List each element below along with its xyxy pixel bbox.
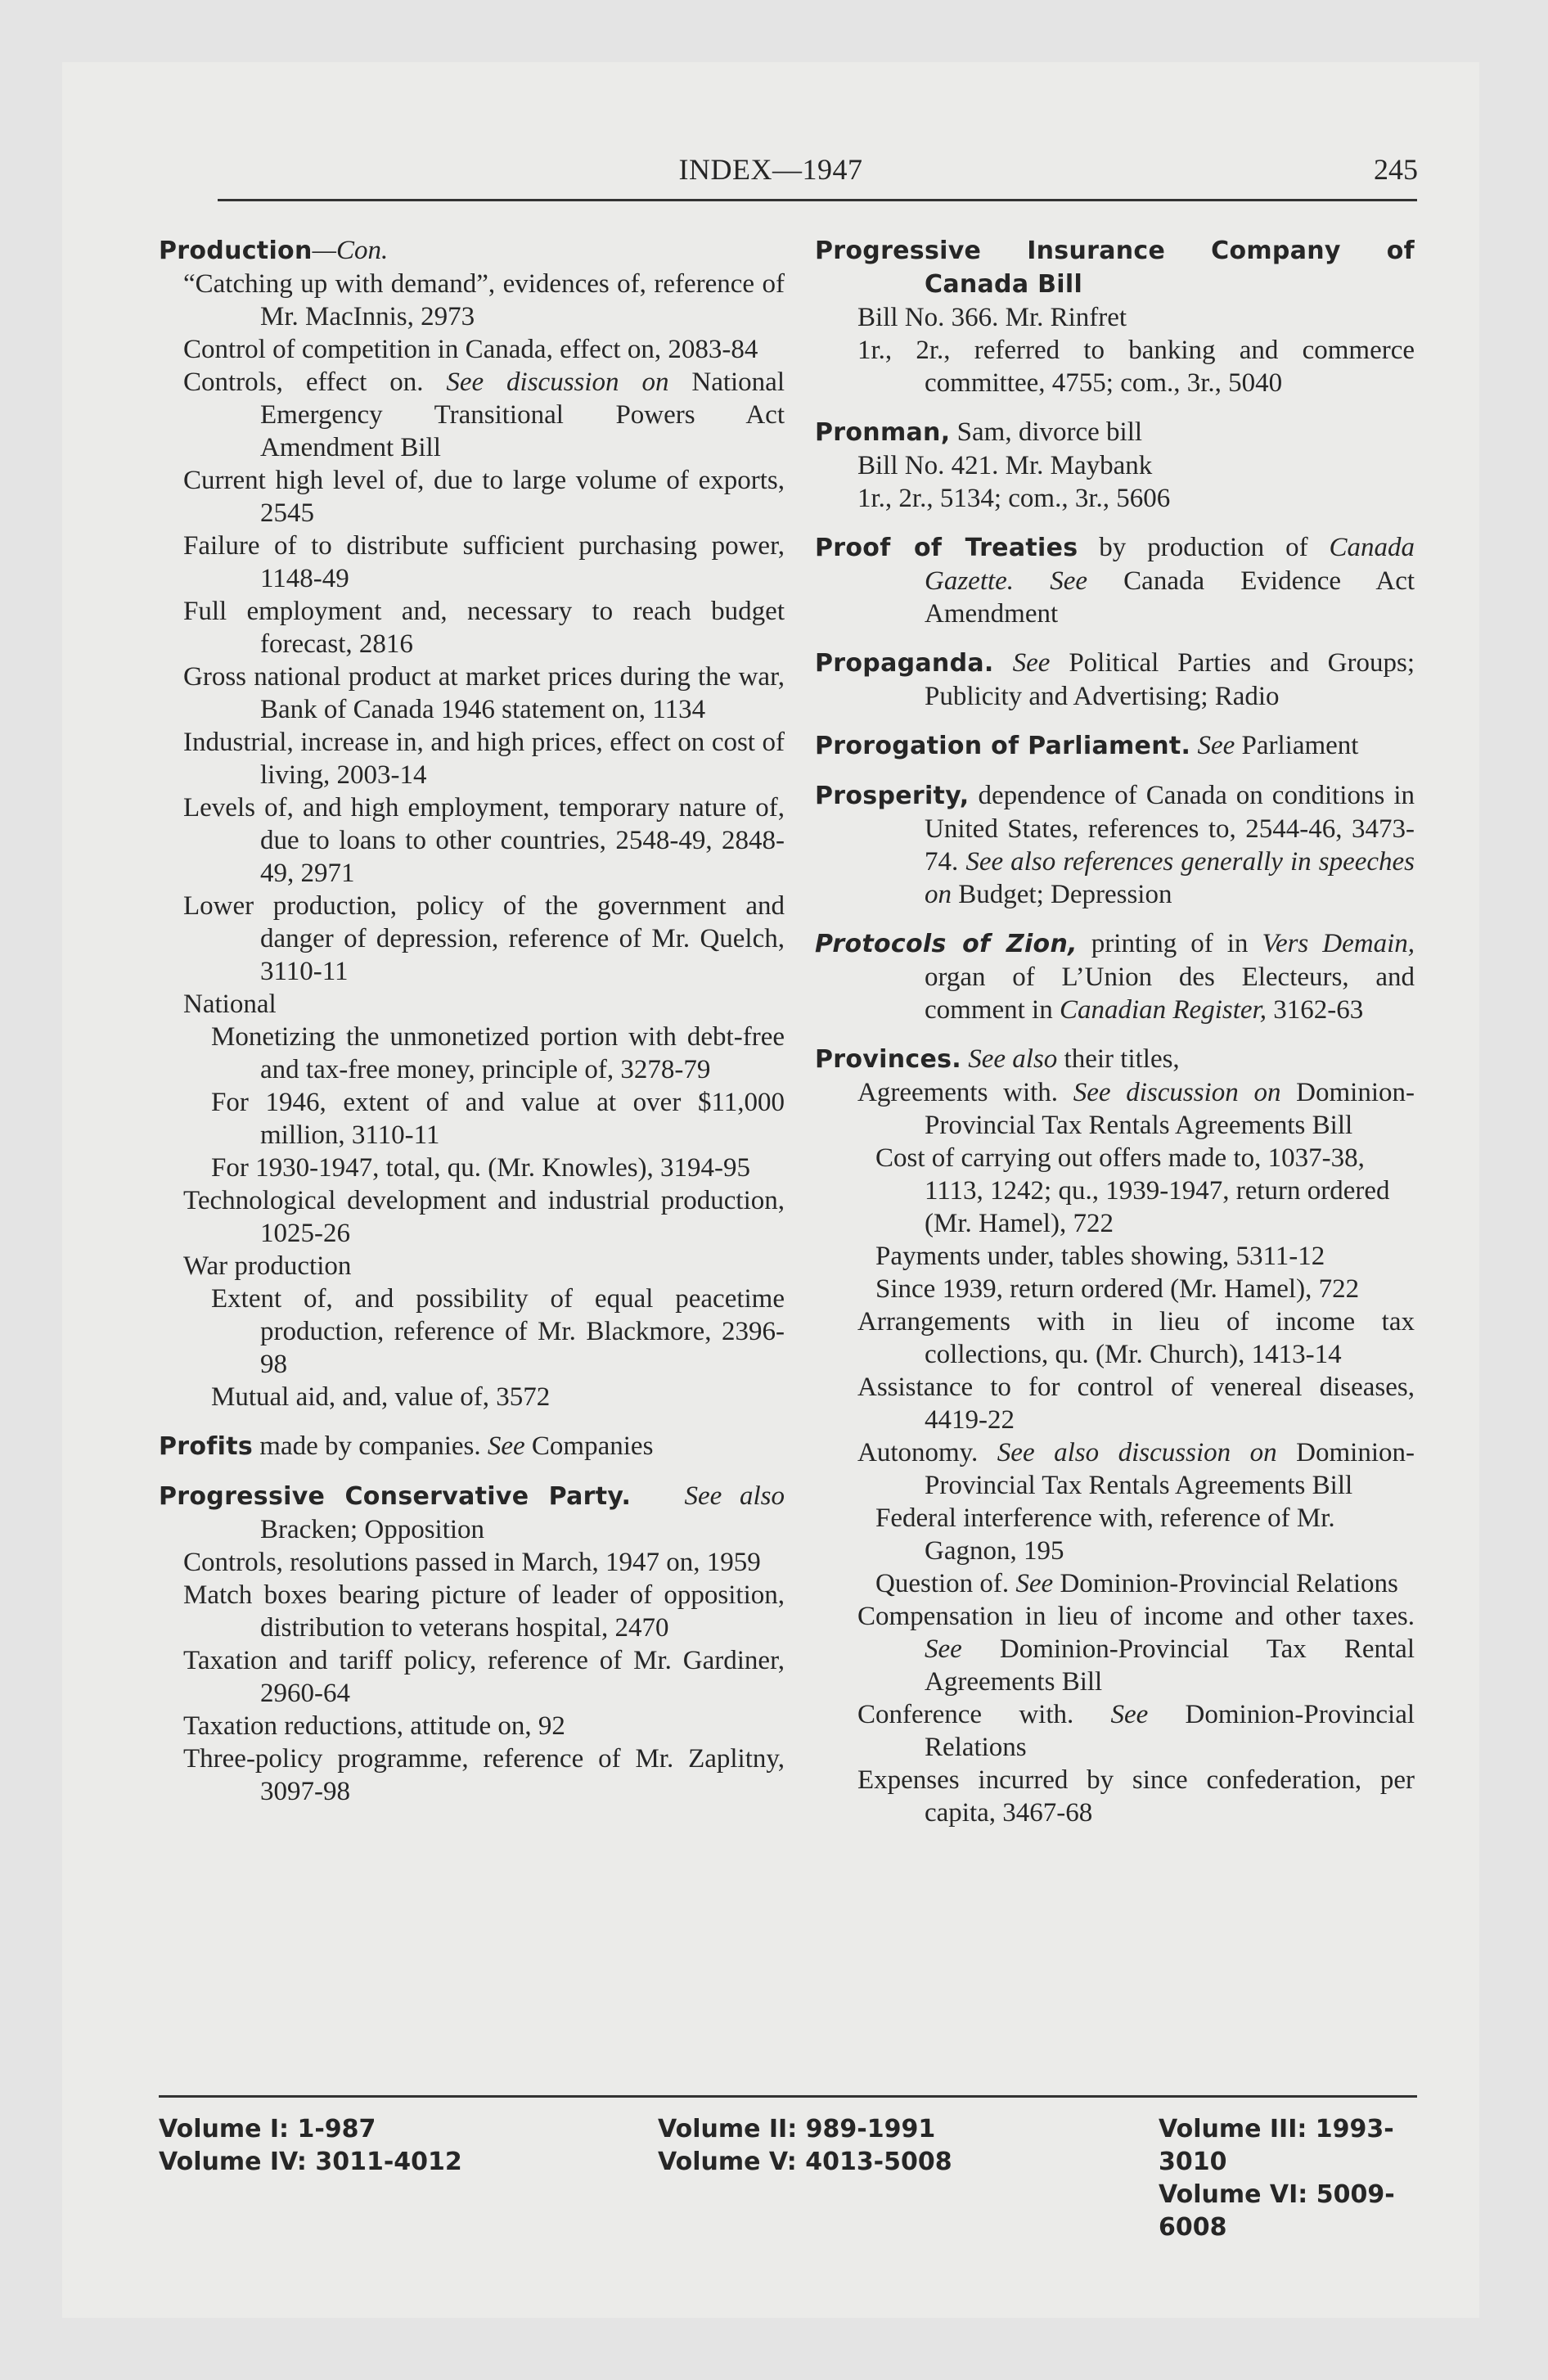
index-entry-progressive-conservative-party	[159, 1480, 785, 1808]
index-entry-propaganda	[815, 647, 1415, 713]
subentry-text: Question of.	[875, 1569, 1016, 1598]
see-reference: See	[1014, 566, 1088, 596]
index-entry-progressive-insurance	[815, 234, 1415, 301]
see-reference: See discussion on	[1073, 1078, 1281, 1107]
subentry: Three-policy programme, reference of Mr. Zaplitny, 3097-98	[183, 1744, 785, 1806]
entry-text: their titles,	[1057, 1044, 1180, 1074]
entry-heading: Prorogation of Parliament.	[815, 732, 1191, 760]
subentry-text: National Emergency Transitional Powers Act Amendment Bill	[260, 367, 785, 462]
subentry: Gross national product at market prices during the war, Bank of Canada 1946 statement on, 1134	[183, 662, 785, 724]
subentry: War production	[183, 1251, 352, 1281]
subentry-text: Compensation in lieu of income and other taxes.	[857, 1602, 1415, 1631]
entry-text: Companies	[524, 1431, 654, 1461]
index-entry-profits	[159, 1430, 785, 1463]
page-number: 245	[1374, 153, 1418, 186]
subentry: 1r., 2r., referred to banking and commerce committee, 4755; com., 3r., 5040	[857, 336, 1415, 398]
subentry: “Catching up with demand”, evidences of, reference of Mr. MacInnis, 2973	[183, 269, 785, 331]
subentry-text: Dominion-Provincial Tax Rentals Agreements Bill	[925, 1078, 1415, 1140]
subentry-text: Agreements with.	[857, 1078, 1073, 1107]
sub-subentry: Federal interference with, reference of Mr. Gagnon, 195	[875, 1503, 1335, 1566]
sub-subentry: Cost of carrying out offers made to, 1037-38, 1113, 1242; qu., 1939-1947, return ordered (Mr. Hamel), 722	[875, 1143, 1390, 1238]
sub-subentry: Mutual aid, and, value of, 3572	[211, 1382, 551, 1412]
volume-range: Volume VI: 5009-6008	[1159, 2180, 1395, 2242]
subentry-text: Dominion-Provincial Tax Rental Agreements Bill	[925, 1634, 1415, 1697]
see-reference: See	[1190, 731, 1235, 760]
subentry: Arrangements with in lieu of income tax collections, qu. (Mr. Church), 1413-14	[857, 1307, 1415, 1369]
sub-subentry: Since 1939, return ordered (Mr. Hamel), 722	[875, 1274, 1360, 1304]
see-reference: See	[1015, 1569, 1054, 1598]
entry-heading: Propaganda.	[815, 649, 994, 678]
entry-text: Bracken; Opposition	[260, 1515, 485, 1544]
volume-range: Volume IV: 3011-4012	[159, 2148, 462, 2176]
index-entry-protocols-of-zion	[815, 927, 1415, 1026]
subentry: Current high level of, due to large volume of exports, 2545	[183, 466, 785, 528]
volume-range: Volume III: 1993-3010	[1159, 2115, 1394, 2176]
volume-range: Volume V: 4013-5008	[658, 2148, 952, 2176]
running-head: INDEX—1947	[678, 153, 863, 186]
header-rule	[218, 199, 1417, 201]
subentry: Taxation reductions, attitude on, 92	[183, 1711, 565, 1741]
entry-text: by production of	[1078, 533, 1330, 562]
left-column	[159, 234, 785, 1808]
index-entry-pronman	[815, 416, 1415, 449]
subentry: National	[183, 989, 277, 1019]
entry-text: 3162-63	[1266, 995, 1364, 1025]
sub-subentry: For 1946, extent of and value at over $11,000 million, 3110-11	[211, 1088, 785, 1150]
entry-text: dependence of Canada on conditions in United States, references to, 2544-46, 3473-74.	[925, 781, 1415, 877]
index-entry-proof-of-treaties	[815, 531, 1415, 630]
index-entry-production	[159, 234, 785, 1413]
subentry: Assistance to for control of venereal diseases, 4419-22	[857, 1373, 1415, 1435]
sub-subentry: Extent of, and possibility of equal peacetime production, reference of Mr. Blackmore, 2396-98	[211, 1284, 785, 1379]
subentry: Taxation and tariff policy, reference of Mr. Gardiner, 2960-64	[183, 1646, 785, 1708]
subentry: Expenses incurred by since confederation, per capita, 3467-68	[857, 1765, 1415, 1828]
see-reference: See	[1110, 1700, 1149, 1729]
subentry	[815, 1436, 1415, 1502]
entry-heading: Profits	[159, 1432, 254, 1461]
subentry	[159, 366, 785, 464]
entry-text: Sam, divorce bill	[950, 417, 1143, 447]
subentry	[815, 1698, 1415, 1764]
entry-heading: Proof of Treaties	[815, 534, 1078, 562]
subentry-text: Dominion-Provincial Relations	[925, 1700, 1415, 1762]
index-entry-prosperity	[815, 779, 1415, 911]
entry-text: Political Parties and Groups; Publicity and Advertising; Radio	[925, 648, 1415, 711]
see-reference: See	[487, 1431, 525, 1461]
entry-heading: Pronman,	[815, 418, 951, 447]
see-reference: See	[925, 1634, 962, 1664]
sub-subentry: For 1930-1947, total, qu. (Mr. Knowles), 3194-95	[211, 1153, 751, 1183]
sub-subentry: Payments under, tables showing, 5311-12	[875, 1242, 1325, 1271]
subentry-text: Dominion-Provincial Tax Rentals Agreements Bill	[925, 1438, 1415, 1500]
entry-heading: Progressive Conservative Party.	[159, 1482, 632, 1511]
subentry: Controls, resolutions passed in March, 1947 on, 1959	[183, 1548, 761, 1577]
italic-title: Canada Gazette.	[925, 533, 1415, 596]
footer-column-1	[159, 2113, 462, 2179]
subentry: Failure of to distribute sufficient purchasing power, 1148-49	[183, 531, 785, 593]
subentry: Technological development and industrial production, 1025-26	[183, 1186, 785, 1248]
footer-rule	[159, 2095, 1417, 2098]
subentry: Control of competition in Canada, effect on, 2083-84	[183, 335, 758, 364]
index-entry-provinces	[815, 1043, 1415, 1829]
subentry: Levels of, and high employment, temporary nature of, due to loans to other countries, 2548-49, 2848-49, 2971	[183, 793, 785, 888]
subentry: Bill No. 366. Mr. Rinfret	[857, 303, 1127, 332]
subentry-text: Dominion-Provincial Relations	[1053, 1569, 1398, 1598]
page	[62, 62, 1479, 2318]
subentry: 1r., 2r., 5134; com., 3r., 5606	[857, 484, 1171, 513]
subentry-text: Autonomy.	[857, 1438, 997, 1467]
index-entry-prorogation	[815, 729, 1415, 763]
subentry: Full employment and, necessary to reach budget forecast, 2816	[183, 597, 785, 659]
subentry-text: Conference with.	[857, 1700, 1111, 1729]
entry-heading: Prosperity,	[815, 782, 970, 810]
see-reference: See	[993, 648, 1051, 678]
volume-range: Volume II: 989-1991	[658, 2115, 936, 2143]
see-reference: See also	[961, 1044, 1058, 1074]
continued-label: —Con.	[312, 236, 389, 265]
entry-heading-line	[159, 1480, 785, 1546]
entry-heading: Protocols of Zion,	[815, 930, 1078, 958]
entry-text: organ of L’Union des Electeurs, and comment in	[925, 962, 1415, 1025]
entry-text: made by companies.	[253, 1431, 488, 1461]
entry-text: Budget; Depression	[952, 880, 1172, 909]
entry-text: Parliament	[1235, 731, 1359, 760]
subentry: Match boxes bearing picture of leader of opposition, distribution to veterans hospital, 2470	[183, 1580, 785, 1643]
subentry: Industrial, increase in, and high prices, effect on cost of living, 2003-14	[183, 728, 785, 790]
footer-column-2	[658, 2113, 952, 2179]
see-reference: See discussion on	[446, 367, 669, 397]
entry-heading: Progressive Insurance Company of Canada Bill	[815, 237, 1415, 299]
entry-heading: Provinces.	[815, 1045, 961, 1074]
see-reference: See also	[684, 1481, 785, 1511]
italic-title: Vers Demain,	[1262, 929, 1415, 958]
page-header	[62, 152, 1479, 201]
entry-text: printing of in	[1077, 929, 1262, 958]
subentry	[815, 1600, 1415, 1698]
entry-text: Canada Evidence Act Amendment	[925, 566, 1415, 629]
volume-range: Volume I: 1-987	[159, 2115, 376, 2143]
italic-title: Canadian Register,	[1059, 995, 1267, 1025]
sub-subentry	[815, 1567, 1415, 1600]
subentry: Lower production, policy of the government and danger of depression, reference of Mr. Quelch, 3110-11	[183, 891, 785, 986]
subentry: Bill No. 421. Mr. Maybank	[857, 451, 1153, 480]
footer-column-3	[1159, 2113, 1419, 2244]
subentry	[815, 1076, 1415, 1142]
see-reference: See also references generally in speeches on	[925, 847, 1415, 909]
sub-subentry: Monetizing the unmonetized portion with debt-free and tax-free money, principle of, 3278-79	[211, 1022, 785, 1084]
right-column	[815, 234, 1415, 1829]
subentry-text: Controls, effect on.	[183, 367, 447, 397]
see-reference: See also discussion on	[997, 1438, 1277, 1467]
entry-heading: Production	[159, 237, 313, 265]
